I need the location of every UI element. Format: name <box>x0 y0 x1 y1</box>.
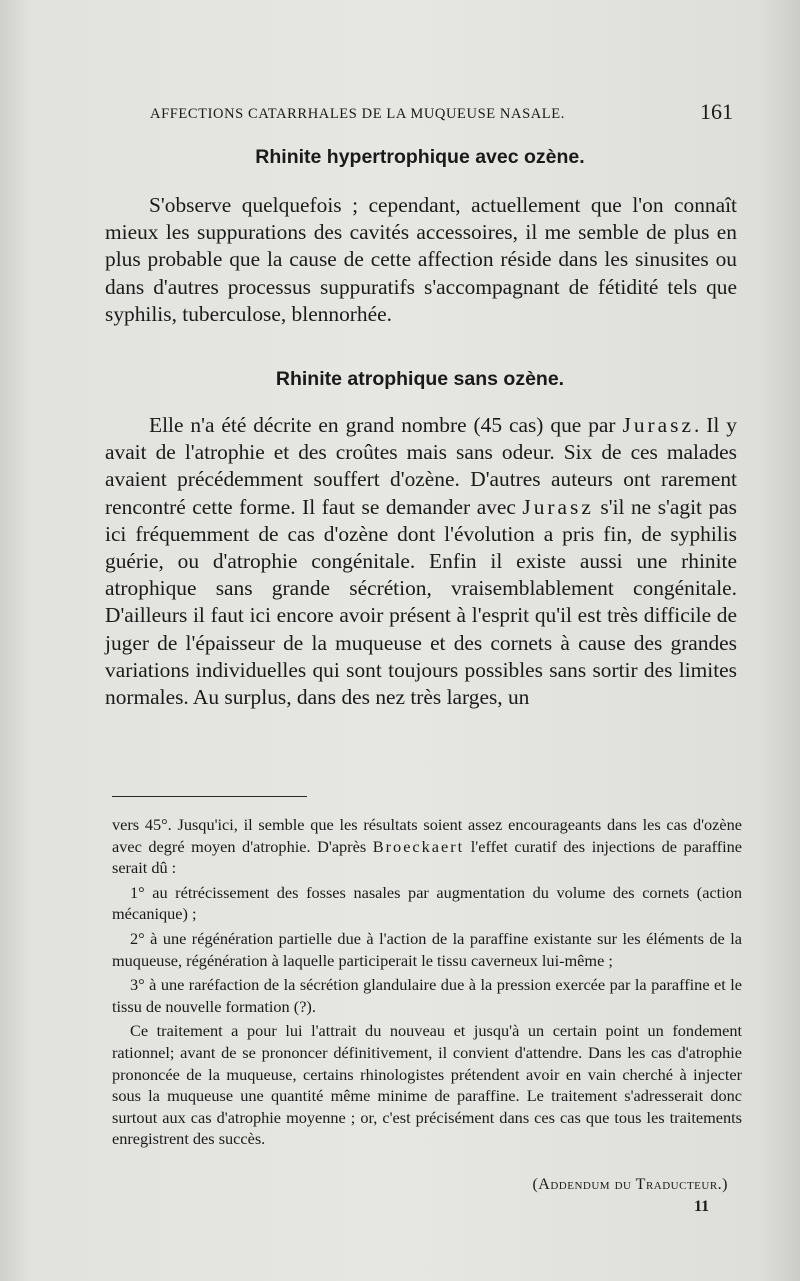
footnote-part1: vers 45°. Jusqu'ici, il semble que les résultats soient assez encourageants dans les cas d'ozène avec degré moyen d'atrophie. D'après <box>112 815 742 856</box>
paragraph-atrophic-part3: s'il ne s'agit pas ici fréquemment de cas d'ozène dont l'évolution a pris fin, de syphilis guérie, ou d'atrophie congénitale. Enfin il existe aussi une rhinite atrophique sans grande sécrétion, vraisemblablement congénitale. D'ailleurs il faut ici encore avoir présent à l'esprit qu'il est très difficile de juger de l'épaisseur de la muqueuse et des cornets à cause des grandes variations individuelles qui sont toujours possibles sans sortir des limites normales. Au surplus, dans des nez très larges, un <box>105 494 737 710</box>
paragraph-hypertrophic <box>105 192 737 328</box>
paragraph-atrophic <box>105 412 737 711</box>
page-number: 161 <box>700 99 733 124</box>
footnote <box>112 814 742 1150</box>
translator-note: (Addendum du Traducteur.) <box>532 1176 728 1193</box>
footnote-author: Broeckaert <box>372 836 465 856</box>
footnote-divider <box>112 796 307 797</box>
footnote-part2: l'effet curatif des injections de paraffine serait dû : <box>112 836 743 878</box>
footnote-item-2: 2° à une régénération partielle due à l'action de la paraffine existante sur les éléments de la muqueuse, régénération à laquelle participerait le tissu caverneux lui-même ; <box>112 928 742 970</box>
footnote-item-1: 1° au rétrécissement des fosses nasales par augmentation du volume des cornets (action mécanique) ; <box>112 882 742 924</box>
page-header <box>150 99 735 127</box>
signature-mark: 11 <box>694 1198 710 1215</box>
section-heading-hypertrophic: Rhinite hypertrophique avec ozène. <box>255 146 585 168</box>
footnote-continuation <box>112 814 742 879</box>
author-name: Jurasz <box>622 413 694 437</box>
footnote-item-3: 3° à une raréfaction de la sécrétion glandulaire due à la pression exercée par la paraffine et le tissu de nouvelle formation (?). <box>112 975 742 1016</box>
paragraph-hypertrophic-text: S'observe quelquefois ; cependant, actuellement que l'on connaît mieux les suppurations des cavités accessoires, il me semble de plus en plus probable que la cause de cette affection réside dans les sinusites ou dans d'autres processus suppuratifs s'accompagnant de fétidité tels que syphilis, tuberculose, blennorhée. <box>105 193 737 326</box>
running-title: AFFECTIONS CATARRHALES DE LA MUQUEUSE NASALE. <box>150 106 565 122</box>
paragraph-atrophic-part2: . Il y avait de l'atrophie et des croûtes mais sans odeur. Six de ces malades avaient précédemment souffert d'ozène. D'autres auteurs ont rarement rencontré cette forme. Il faut se demander avec <box>105 413 737 519</box>
author-name: Jurasz <box>522 494 594 519</box>
section-heading-atrophic: Rhinite atrophique sans ozène. <box>275 368 565 390</box>
footnote-closing: Ce traitement a pour lui l'attrait du nouveau et jusqu'à un certain point un fondement rationnel; avant de se prononcer définitivement, il convient d'attendre. Dans les cas d'atrophie prononcée de la muqueuse, certains rhinologistes prétendent avoir en vain cherché à injecter sous la muqueuse une quantité même minime de paraffine. Le traitement s'adresserait donc surtout aux cas d'atrophie moyenne ; or, c'est précisément dans ces cas que tous les traitements enregistrent des succès. <box>112 1021 742 1149</box>
paragraph-atrophic-part1: Elle n'a été décrite en grand nombre (45 cas) que par <box>149 413 623 437</box>
